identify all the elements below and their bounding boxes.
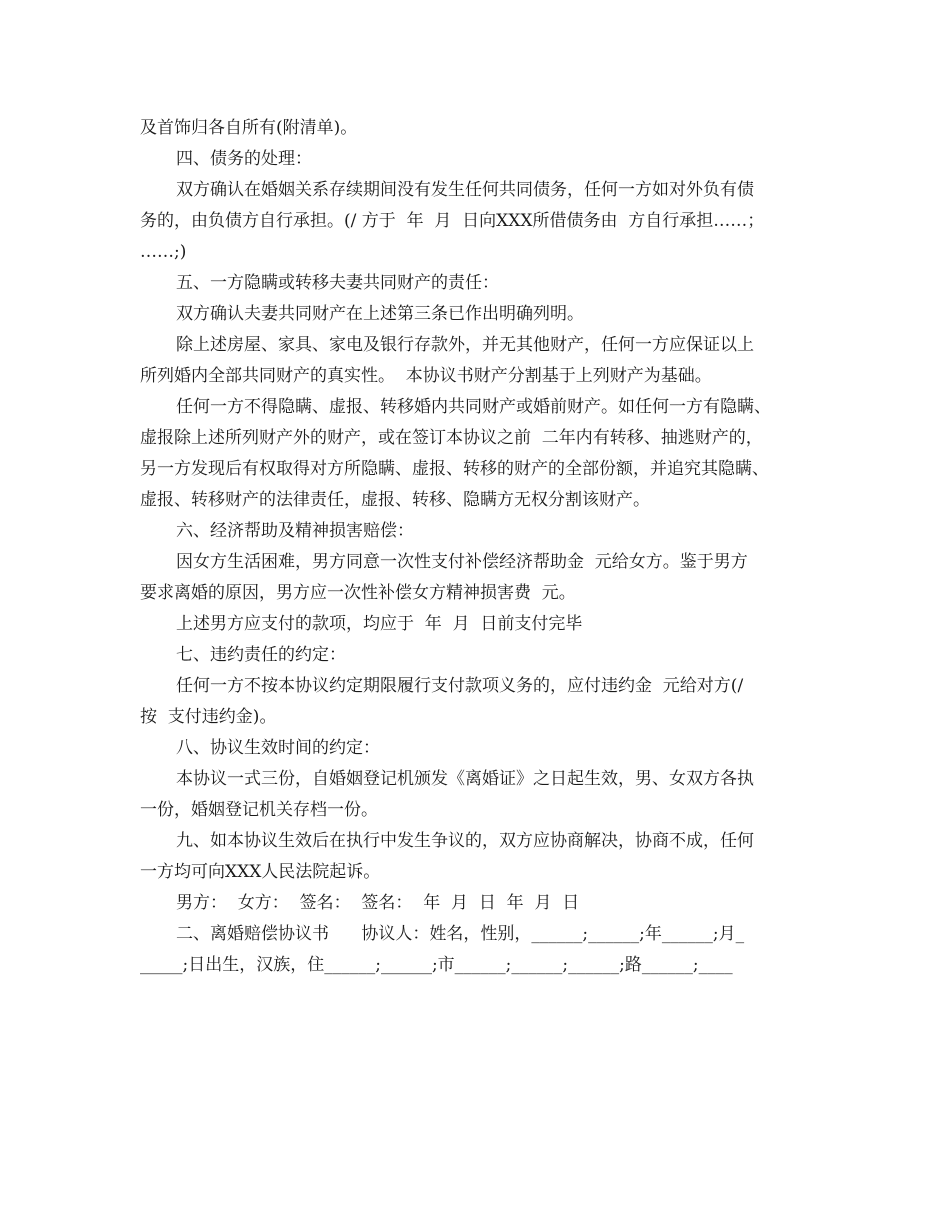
text-line: 五、一方隐瞒或转移夫妻共同财产的责任： — [176, 273, 499, 293]
text-line: 一份，婚姻登记机关存档一份。 — [140, 800, 378, 820]
text-line: 任何一方不得隐瞒、虚报、转移婚内共同财产或婚前财产。如任何一方有隐瞒、 — [176, 397, 771, 417]
text-line: 因女方生活困难，男方同意一次性支付补偿经济帮助金 元给女方。鉴于男方 — [176, 552, 748, 572]
document-body — [140, 113, 820, 981]
text-line: 按 支付违约金)。 — [140, 707, 277, 727]
text-line: 另一方发现后有权取得对方所隐瞒、虚报、转移的财产的全部份额，并追究其隐瞒、 — [140, 459, 769, 479]
text-line: 双方确认在婚姻关系存续期间没有发生任何共同债务，任何一方如对外负有债 — [176, 180, 754, 200]
text-line: 双方确认夫妻共同财产在上述第三条已作出明确列明。 — [176, 304, 584, 324]
text-line: 除上述房屋、家具、家电及银行存款外，并无其他财产，任何一方应保证以上 — [176, 335, 754, 355]
text-line: 任何一方不按本协议约定期限履行支付款项义务的，应付违约金 元给对方(/ — [176, 676, 744, 696]
text-line: 要求离婚的原因，男方应一次性补偿女方精神损害费 元。 — [140, 583, 576, 603]
text-line: 虚报、转移财产的法律责任，虚报、转移、隐瞒方无权分割该财产。 — [140, 490, 650, 510]
text-line: 二、离婚赔偿协议书 协议人：姓名，性别，______;______;年______;月_ — [176, 924, 745, 944]
text-line: 所列婚内全部共同财产的真实性。 本协议书财产分割基于上列财产为基础。 — [140, 366, 712, 386]
text-line: 一方均可向XXX人民法院起诉。 — [140, 862, 381, 882]
text-line: 及首饰归各自所有(附清单)。 — [140, 118, 358, 138]
text-line: _____;日出生，汉族，住______;______;市______;______;______;路______;____ — [140, 955, 733, 975]
text-line: 九、如本协议生效后在执行中发生争议的，双方应协商解决，协商不成，任何 — [176, 831, 754, 851]
text-line: 虚报除上述所列财产外的财产，或在签订本协议之前 二年内有转移、抽逃财产的， — [140, 428, 763, 448]
text-line: 上述男方应支付的款项，均应于 年 月 日前支付完毕 — [176, 614, 583, 634]
text-line: 务的，由负债方自行承担。(/ 方于 年 月 日向XXX所借债务由 方自行承担……； — [140, 211, 765, 231]
text-line: 四、债务的处理： — [176, 149, 312, 169]
text-line: 男方： 女方： 签名： 签名： 年 月 日 年 月 日 — [176, 893, 580, 913]
text-line: ……;) — [140, 242, 187, 262]
text-line: 六、经济帮助及精神损害赔偿： — [176, 521, 414, 541]
text-line: 七、违约责任的约定： — [176, 645, 346, 665]
text-line: 本协议一式三份，自婚姻登记机颁发《离婚证》之日起生效，男、女双方各执 — [176, 769, 754, 789]
text-line: 八、协议生效时间的约定： — [176, 738, 380, 758]
